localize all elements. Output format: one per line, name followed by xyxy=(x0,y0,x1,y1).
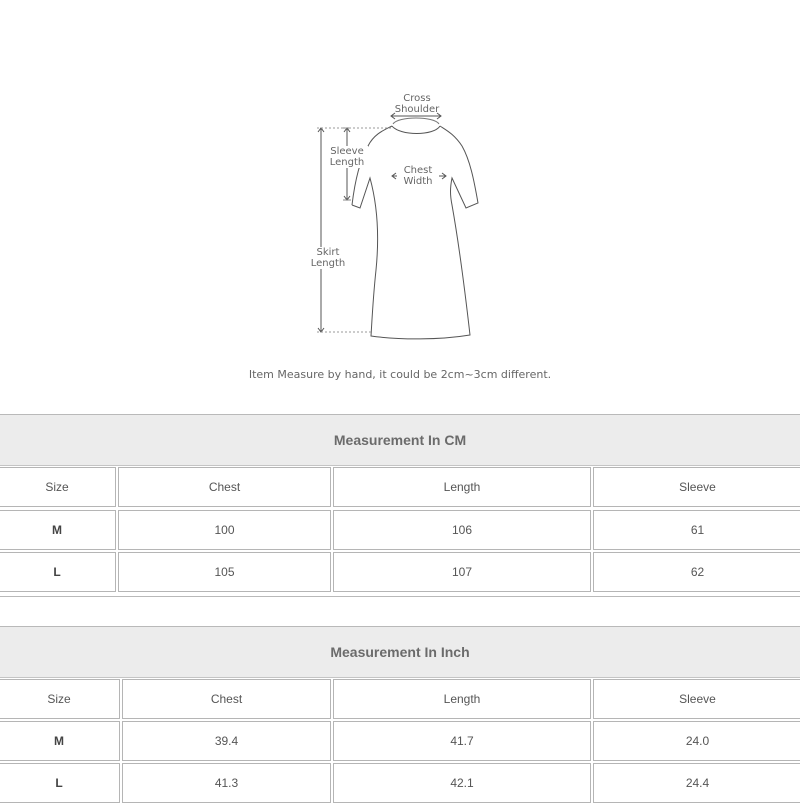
cm-header-length: Length xyxy=(333,467,591,507)
dress-outline-illustration xyxy=(0,0,800,400)
dress-measurement-diagram xyxy=(0,0,800,400)
inch-row-m-size: M xyxy=(0,721,120,761)
cm-row-l-size: L xyxy=(0,552,116,592)
inch-header-size: Size xyxy=(0,679,120,719)
cm-header-sleeve: Sleeve xyxy=(593,467,800,507)
cm-table-title: Measurement In CM xyxy=(0,414,800,466)
inch-row-m-chest: 39.4 xyxy=(122,721,331,761)
inch-header-length: Length xyxy=(333,679,591,719)
cm-row-l-chest: 105 xyxy=(118,552,331,592)
cross-shoulder-label: Cross Shoulder xyxy=(394,93,440,115)
cm-header-chest: Chest xyxy=(118,467,331,507)
inch-row-l-length: 42.1 xyxy=(333,763,591,803)
cm-row-l-length: 107 xyxy=(333,552,591,592)
inch-row-m-sleeve: 24.0 xyxy=(593,721,800,761)
inch-row-l-sleeve: 24.4 xyxy=(593,763,800,803)
cm-row-m-size: M xyxy=(0,510,116,550)
measurement-note: Item Measure by hand, it could be 2cm~3cm different. xyxy=(248,368,552,381)
skirt-length-label: Skirt Length xyxy=(306,247,350,269)
cm-row-m-chest: 100 xyxy=(118,510,331,550)
inch-row-l-size: L xyxy=(0,763,120,803)
inch-table-title: Measurement In Inch xyxy=(0,626,800,678)
cm-row-m-length: 106 xyxy=(333,510,591,550)
chest-width-label: Chest Width xyxy=(397,165,439,187)
cm-table-bottom-border xyxy=(0,596,800,597)
sleeve-length-label: Sleeve Length xyxy=(326,146,368,168)
inch-header-sleeve: Sleeve xyxy=(593,679,800,719)
inch-row-l-chest: 41.3 xyxy=(122,763,331,803)
cm-row-m-sleeve: 61 xyxy=(593,510,800,550)
inch-header-chest: Chest xyxy=(122,679,331,719)
inch-row-m-length: 41.7 xyxy=(333,721,591,761)
cm-header-size: Size xyxy=(0,467,116,507)
cm-row-l-sleeve: 62 xyxy=(593,552,800,592)
